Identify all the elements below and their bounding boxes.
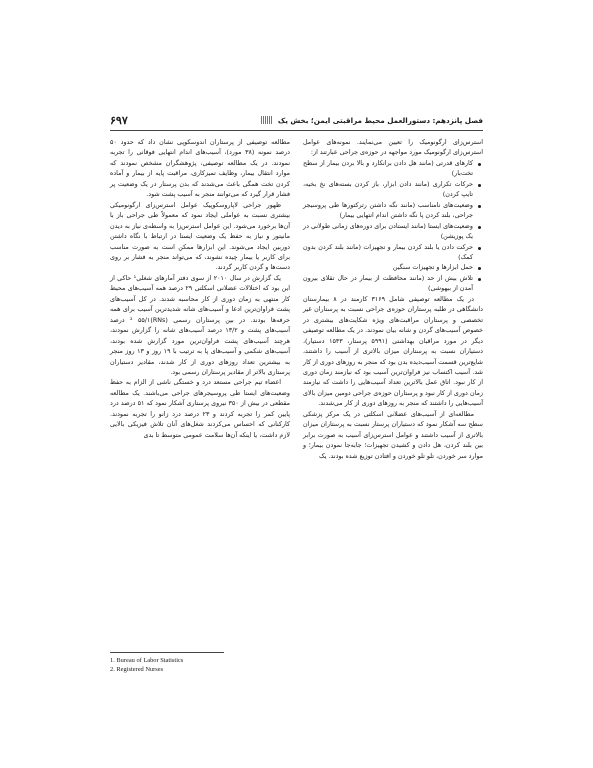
header-title-group (261, 116, 483, 125)
list-item: وضعیت‌های نامناسب (مانند نگه داشتن رترکتورها طی پروسیجر جراحی، بلند کردن پا نگه داشتن اندام انتهایی بیمار) (303, 201, 483, 222)
list-item: حرکات تکراری (مانند دادن ابزار، باز کردن بسته‌های نخ بخیه، تایپ کردن) (303, 180, 483, 201)
intro-paragraph: استرس‌زای ارگونومیک را تعیین می‌نمایند. نمونه‌های عوامل استرس‌زای ارگونومیک مورد مواجهه در حوزه‌ی جراحی عبارتند از: (303, 139, 483, 157)
footnote-rule (110, 652, 224, 653)
body-paragraph: مطالعه‌ای از آسیب‌های عضلانی اسکلتی در یک مرکز پزشکی سطح سه آشکار نمود که دستیاران پرستار نسبت به پرستاران میزان بالاتری از آسیب داشتند و عوامل استرس‌زای آسیب به صورت برابر بین بلند کردن، هل دادن و کشیدن تجهیزات؛ جابه‌جا نمودن بیمار؛ و موارد سر خوردن، تلو تلو خوردن و افتادن توزیع شده بودند. یک (303, 410, 483, 460)
footnote: 1. Bureau of Labor Statistics (110, 657, 184, 664)
body-paragraph: ظهور جراحی لاپاروسکوپیک عوامل استرس‌زای ارگونومیکی بیشتری نسبت به عواملی ایجاد نمود که معمولاً طی جراحی باز با آن‌ها برخورد می‌شود. این عوامل استرس‌زا به واسطه‌ی نیاز به دیدن مانیتور و نیاز به حفظ یک وضعیت ایستا در ارتباط با نگاه داشتن دوربین ایجاد می‌شوند. این ابزارها ممکن است به صورت مناسب برای کاربر یا بیمار چیده نشوند، که می‌تواند منجر به فشار بر روی دست‌ها و گردن کاربر گردند. (110, 201, 290, 272)
body-paragraph: اعضاء تیم جراحی مستعد درد و خستگی ناشی از الزام به حفظ وضعیت‌های ایستا طی پروسیجرهای جراحی می‌باشند. یک مطالعه مقطعی در بیش از ۳۵۰ نیروی پرستاری آشکار نمود که ۵۱ درصد درد پایین کمر را تجربه کردند و ۲۳ درصد درد زانو را تجربه نمودند. کارکنانی که احساس می‌کردند شغل‌های آنان تلاش فیزیکی بالایی لازم داشت، یا اینکه آن‌ها سلامت عمومی متوسط تا بدی (110, 379, 290, 439)
footnote: 2. Registered Nurses (110, 666, 164, 673)
list-item: حرکت دادن یا بلند کردن بیمار و تجهیزات (مانند بلند کردن بدون کمک) (303, 243, 483, 264)
stressor-list (303, 159, 483, 295)
list-item: حمل ابزارها و تجهیزات سنگین (303, 263, 483, 273)
running-title: فصل پانزدهم: دستورالعمل محیط مراقبتی ایمن؛ بخش یک (277, 115, 483, 125)
body-paragraph: یک گزارش در سال ۲۰۱۰ از سوی دفتر آمارهای شغلی¹ حاکی از این بود که اختلالات عضلانی اسکلتی ۲۹ درصد همه آسیب‌های محیط کار منتهی به زمان دوری از کار محاسبه شدند. در کل آسیب‌های پشت فراوان‌ترین ادعا و آسیب‌های شانه شدیدترین آسیب برای همه حرفه‌ها بودند. در بین پرستاران رسمی (RNs)² ۵۵/۱ درصد آسیب‌های پشت و ۱۳/۲ درصد آسیب‌های شانه را گزارش نمودند، هرچند آسیب‌های پشت فراوان‌ترین مورد گزارش شده بودند، آسیب‌های شکمی و آسیب‌های پا به ترتیب با ۱۹ روز و ۱۳ روز منجر به بیشترین تعداد روزهای دوری از کار شدند، مقادیر دستیاران پرستاری بالاتر از مقادیر پرستاران رسمی بود. (110, 274, 291, 376)
header-rule (110, 130, 483, 131)
left-column (110, 138, 290, 441)
right-column (303, 138, 483, 462)
body-paragraph: مطالعه توصیفی از پرستاران اندوسکوپی نشان داد که حدود ۵۰ درصد نمونه (۳۸ مورد)، آسیب‌های اندام انتهایی فوقانی را تجربه نمودند. در یک مطالعه توصیفی، پژوهشگران مشخص نمودند که موارد انتقال بیمار، وظایف تمیزکاری، مراقبت پایه از بیمار و آماده کردن تخت همگی باعث می‌شدند که بدن پرستار در یک وضعیت پر فشار قرار گیرد که می‌توانند منجر به آسیب پشت شود. (110, 139, 290, 199)
page-number: ۶۹۷ (110, 113, 128, 127)
header-ornament (261, 116, 272, 124)
list-item: تلاش بیش از حد (مانند محافظت از بیمار در حال تقلای بیرون آمدن از بیهوشی) (303, 274, 483, 295)
body-paragraph: در یک مطالعه توصیفی شامل ۳۱۶۹ کارمند در ۸ بیمارستان دانشگاهی در طلبه پرستاران حوزه‌ی جراحی نسبت به پرستاران غیر تخصصی و پرستاران مراقبت‌های ویژه شکایت‌های بیشتری در خصوص آسیب‌های گردن و شانه بیان نمودند. در یک مطالعه توصیفی دیگر در مورد مراقبان بهداشتی (۵۹۹۱ پرستار، ۱۵۴۳ دستیار)، دستیاران نسبت به پرستاران میزان بالاتری از آسیب را داشتند، شایع‌ترین قسمت آسیب‌دیده بدن بود که منجر به روزهای دوری از کار شد. آسیب اکتساب نیز فراوان‌ترین آسیب بود که نیازمند زمان دوری از کار نبود. اتاق عمل بالاترین تعداد آسیب‌هایی را داشت که نیازمند زمان دوری از کار نبود و پرستاران حوزه‌ی جراحی دومین میزان بالای آسیب‌هایی را داشتند که منجر به روزهای دوری از کار می‌شدند. (303, 295, 483, 408)
footnotes (110, 656, 290, 674)
list-item: کارهای قدرتی (مانند هل دادن برانکارد و بالا بردن بیمار از سطح تخت‌بار) (303, 159, 483, 180)
list-item: وضعیت‌های ایستا (مانند ایستادن برای دوره‌های زمانی طولانی در یک پوزیشن) (303, 222, 483, 243)
page-header (110, 113, 483, 127)
